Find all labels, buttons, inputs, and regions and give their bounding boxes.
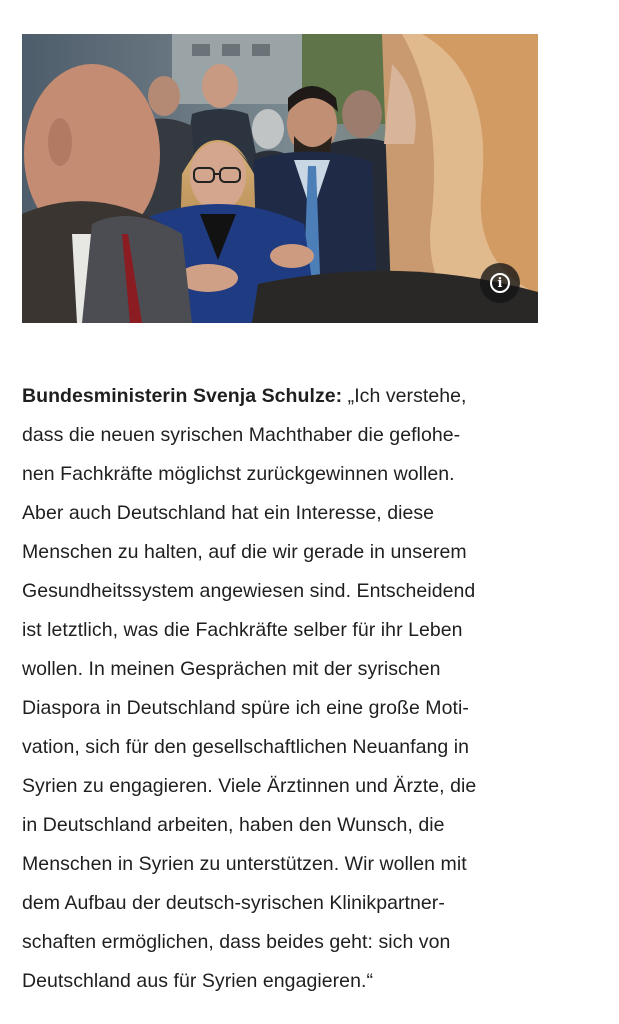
info-icon: i [490, 273, 510, 293]
quote-line: ist letztlich, was die Fachkräfte selber für ihr Leben [22, 619, 463, 641]
quote-line: wollen. In meinen Gesprächen mit der syrischen [22, 658, 441, 680]
photo-illustration [22, 34, 538, 323]
quote-line: nen Fachkräfte möglichst zurückgewinnen wollen. [22, 463, 455, 485]
quote-opening-text: „Ich verstehe, [342, 385, 467, 407]
quote-line: Gesundheitssystem angewiesen sind. Entscheidend [22, 580, 476, 602]
quote-line: Menschen zu halten, auf die wir gerade in unserem [22, 541, 467, 563]
quote-line: dem Aufbau der deutsch-syrischen Klinikpartner- [22, 892, 445, 914]
speaker-name: Bundesministerin Svenja Schulze: [22, 385, 343, 407]
quote-line: Syrien zu engagieren. Viele Ärztinnen und Ärzte, die [22, 775, 477, 797]
quote-line: Deutschland aus für Syrien engagieren.“ [22, 970, 373, 992]
quote-line-1 [22, 377, 542, 416]
article-photo [22, 34, 538, 323]
quote-line: Aber auch Deutschland hat ein Interesse, diese [22, 502, 435, 524]
quote-paragraph [22, 377, 542, 1001]
quote-line: Diaspora in Deutschland spüre ich eine große Moti- [22, 697, 469, 719]
quote-line: vation, sich für den gesellschaftlichen Neuanfang in [22, 736, 470, 758]
quote-line: dass die neuen syrischen Machthaber die geflohe- [22, 424, 461, 446]
image-info-button[interactable] [480, 263, 520, 303]
quote-line: in Deutschland arbeiten, haben den Wunsch, die [22, 814, 445, 836]
quote-line: Menschen in Syrien zu unterstützen. Wir wollen mit [22, 853, 467, 875]
quote-line: schaften ermöglichen, dass beides geht: sich von [22, 931, 451, 953]
